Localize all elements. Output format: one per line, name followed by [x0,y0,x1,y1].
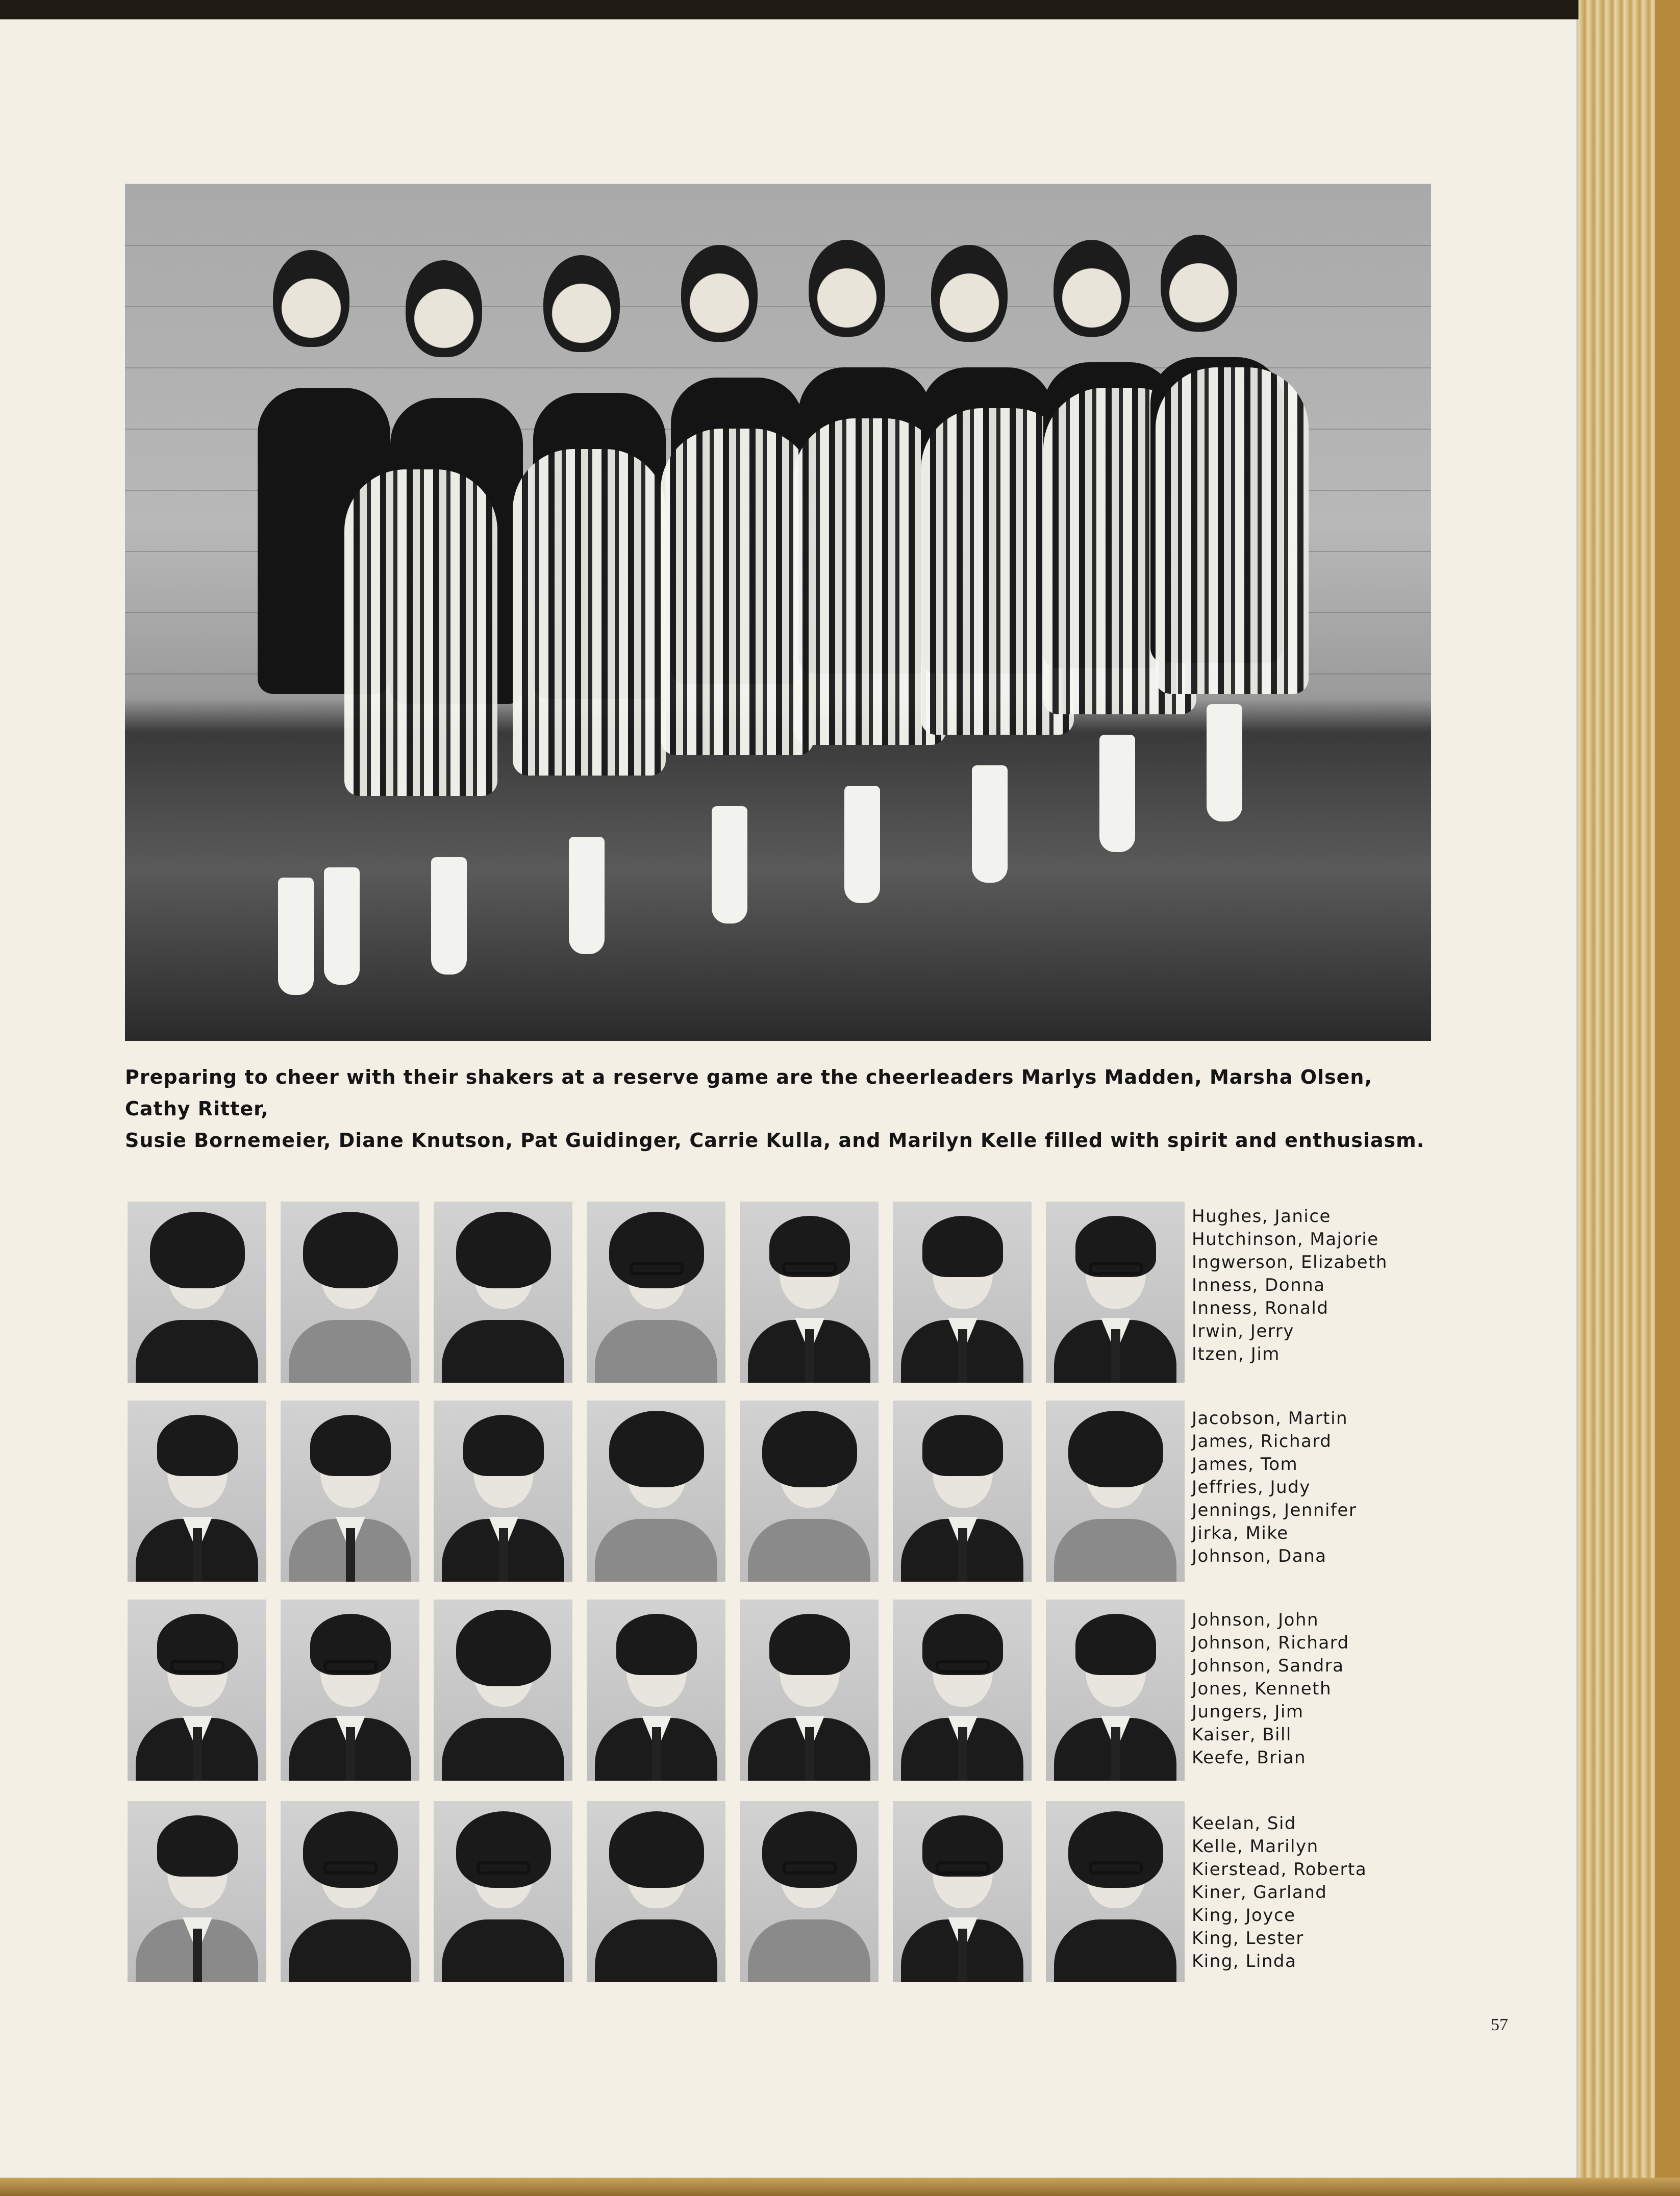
student-name: Jennings, Jennifer [1192,1500,1357,1520]
student-portrait [281,1202,419,1383]
page-bottom-edge [0,2178,1680,2196]
name-list-row-4 [1192,1812,1426,1973]
student-name: Kaiser, Bill [1192,1725,1292,1745]
book-edge [1578,0,1680,2196]
student-portrait [1046,1600,1185,1781]
student-name: Johnson, Dana [1192,1546,1327,1566]
student-name: Jungers, Jim [1192,1702,1304,1722]
student-portrait [1046,1801,1185,1982]
student-name: Kiner, Garland [1192,1882,1327,1903]
student-name: King, Lester [1192,1928,1304,1949]
student-portrait [434,1600,572,1781]
student-name: Hughes, Janice [1192,1206,1331,1227]
student-portrait [740,1202,879,1383]
student-portrait [740,1401,879,1582]
student-portrait [740,1801,879,1982]
student-name: Johnson, John [1192,1610,1319,1630]
student-name: Inness, Ronald [1192,1298,1329,1318]
student-name: Kierstead, Roberta [1192,1859,1367,1880]
student-portrait [281,1401,419,1582]
student-name: Johnson, Sandra [1192,1656,1344,1676]
student-name: King, Linda [1192,1951,1297,1972]
student-portrait [281,1600,419,1781]
student-name: Jirka, Mike [1192,1523,1289,1543]
cheerleader-figure [375,184,528,1041]
caption-line-2: Susie Bornemeier, Diane Knutson, Pat Guidinger, Carrie Kulla, and Marilyn Kelle filled with spirit and enthusiasm. [125,1129,1425,1152]
student-portrait [740,1600,879,1781]
name-list-row-1 [1192,1205,1426,1366]
student-name: Itzen, Jim [1192,1344,1280,1364]
student-portrait [587,1202,725,1383]
student-portrait [128,1600,266,1781]
student-name: Keelan, Sid [1192,1813,1296,1834]
student-portrait [434,1202,572,1383]
student-portrait [1046,1202,1185,1383]
student-portrait [434,1401,572,1582]
student-portrait [893,1401,1032,1582]
student-portrait [1046,1401,1185,1582]
student-portrait [587,1600,725,1781]
student-portrait [128,1801,266,1982]
photo-caption [125,1061,1441,1156]
student-name: Kelle, Marilyn [1192,1836,1319,1857]
student-name: James, Tom [1192,1454,1298,1475]
student-portrait [587,1801,725,1982]
student-portrait [893,1801,1032,1982]
student-portrait [128,1202,266,1383]
student-portrait [893,1202,1032,1383]
student-name: Jeffries, Judy [1192,1477,1311,1498]
student-portrait [434,1801,572,1982]
student-name: Hutchinson, Majorie [1192,1229,1379,1250]
student-name: Irwin, Jerry [1192,1321,1294,1341]
caption-line-1: Preparing to cheer with their shakers at a reserve game are the cheerleaders Marlys Madden, Marsha Olsen, Cathy Ritter, [125,1066,1372,1120]
name-list-row-2 [1192,1407,1426,1568]
page-top-shadow [0,0,1680,19]
student-name: James, Richard [1192,1431,1332,1452]
student-name: Ingwerson, Elizabeth [1192,1252,1388,1272]
student-name: Johnson, Richard [1192,1633,1349,1653]
cheerleaders-photo [125,184,1431,1041]
student-name: Inness, Donna [1192,1275,1325,1295]
cheerleader-figure [1140,184,1293,1041]
student-name: Jones, Kenneth [1192,1679,1332,1699]
student-portrait [281,1801,419,1982]
student-portrait [587,1401,725,1582]
name-list-row-3 [1192,1609,1426,1769]
student-portrait [128,1401,266,1582]
student-name: Keefe, Brian [1192,1748,1307,1768]
page-number: 57 [1491,2015,1508,2034]
cheerleader-figure [523,184,676,1041]
student-portrait [893,1600,1032,1781]
student-name: King, Joyce [1192,1905,1296,1926]
student-name: Jacobson, Martin [1192,1408,1348,1429]
